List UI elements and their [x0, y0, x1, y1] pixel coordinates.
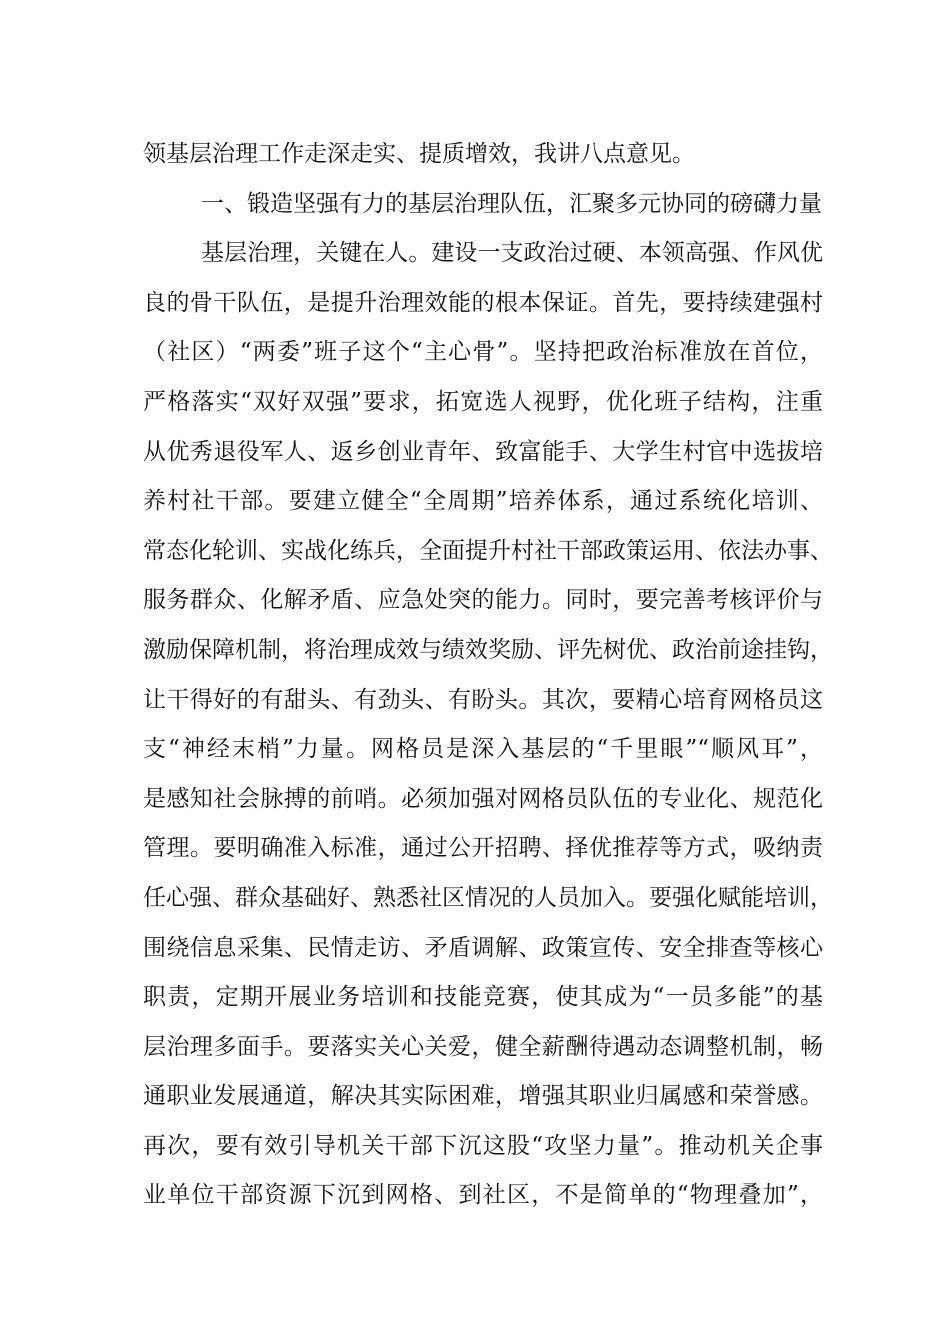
paragraph-line: 激励保障机制，将治理成效与绩效奖励、评先树优、政治前途挂钩， — [143, 636, 833, 663]
paragraph-line: （社区）“两委”班子这个“主心骨”。坚持把政治标准放在首位， — [143, 339, 823, 366]
paragraph-line: 是感知社会脉搏的前哨。必须加强对网格员队伍的专业化、规范化 — [143, 785, 823, 812]
paragraph-line: 层治理多面手。要落实关心关爱，健全薪酬待遇动态调整机制，畅 — [143, 1033, 823, 1060]
paragraph-line: 严格落实“双好双强”要求，拓宽选人视野，优化班子结构，注重 — [143, 388, 823, 415]
section-heading: 一、锻造坚强有力的基层治理队伍，汇聚多元协同的磅礴力量 — [201, 190, 822, 217]
paragraph-line: 管理。要明确准入标准，通过公开招聘、择优推荐等方式，吸纳责 — [143, 835, 823, 862]
paragraph-line: 围绕信息采集、民情走访、矛盾调解、政策宣传、安全排查等核心 — [143, 934, 823, 961]
paragraph-line: 良的骨干队伍，是提升治理效能的根本保证。首先，要持续建强村 — [143, 289, 823, 316]
paragraph-line: 通职业发展通道，解决其实际困难，增强其职业归属感和荣誉感。 — [143, 1083, 823, 1110]
paragraph-line: 再次，要有效引导机关干部下沉这股“攻坚力量”。推动机关企事 — [143, 1132, 823, 1159]
paragraph-line: 服务群众、化解矛盾、应急处突的能力。同时，要完善考核评价与 — [143, 587, 823, 614]
paragraph-line: 常态化轮训、实战化练兵，全面提升村社干部政策运用、依法办事、 — [143, 537, 833, 564]
paragraph-line: 从优秀退役军人、返乡创业青年、致富能手、大学生村官中选拔培 — [143, 438, 823, 465]
paragraph-line: 业单位干部资源下沉到网格、到社区，不是简单的“物理叠加”， — [143, 1182, 823, 1209]
paragraph-line: 支“神经末梢”力量。网格员是深入基层的“千里眼”“顺风耳”， — [143, 736, 823, 763]
paragraph-line: 养村社干部。要建立健全“全周期”培养体系，通过系统化培训、 — [143, 488, 823, 515]
paragraph-line: 让干得好的有甜头、有劲头、有盼头。其次，要精心培育网格员这 — [143, 686, 823, 713]
document-body — [143, 136, 833, 1227]
paragraph-line: 职责，定期开展业务培训和技能竞赛，使其成为“一员多能”的基 — [143, 984, 823, 1011]
paragraph-line: 任心强、群众基础好、熟悉社区情况的人员加入。要强化赋能培训， — [143, 884, 833, 911]
paragraph-line: 基层治理，关键在人。建设一支政治过硬、本领高强、作风优 — [201, 240, 823, 267]
paragraph-line: 领基层治理工作走深走实、提质增效，我讲八点意见。 — [143, 141, 695, 167]
